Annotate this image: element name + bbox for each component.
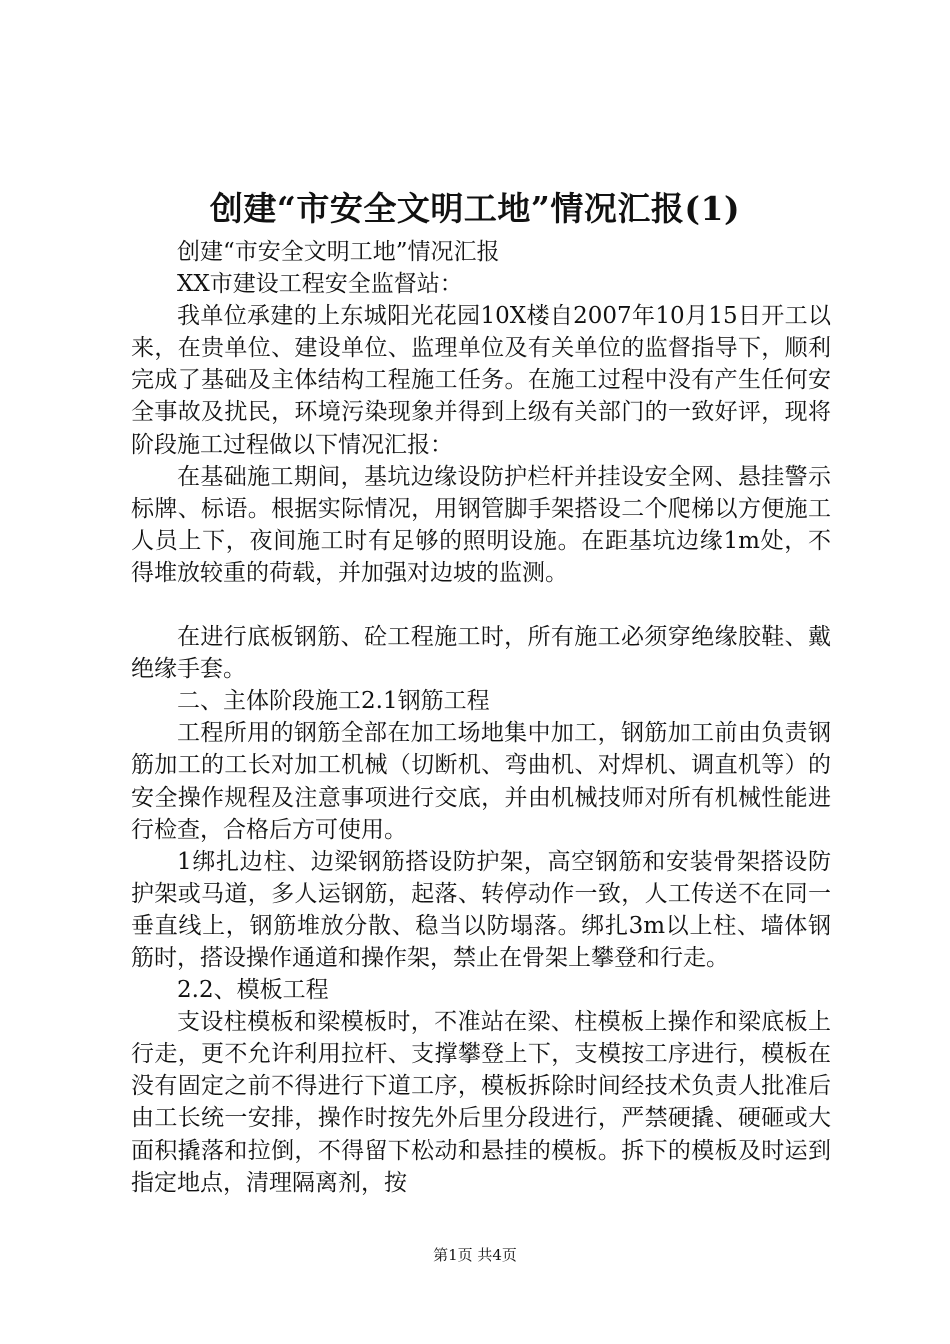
page-footer: 第1页 共4页	[433, 1246, 517, 1264]
subtitle-line: 创建“市安全文明工地”情况汇报	[177, 239, 500, 265]
document-title: 创建“市安全文明工地”情况汇报(1)	[209, 189, 741, 228]
paragraph-foundation: 在基础施工期间，基坑边缘设防护栏杆并挂设安全网、悬挂警示标牌、标语。根据实际情况，用钢管脚手架搭设二个爬梯以方便施工人员上下，夜间施工时有足够的照明设施。在距基坑边缘1m处，不得堆放较重的荷载，并加强对边坡的监测。	[131, 463, 831, 586]
paragraph-formwork: 支设柱模板和梁模板时，不准站在梁、柱模板上操作和梁底板上行走，更不允许利用拉杆、支撑攀登上下，支模按工序进行，模板在没有固定之前不得进行下道工序，模板拆除时间经技术负责人批准后由工长统一安排，操作时按先外后里分段进行，严禁硬撬、硬砸或大面积撬落和拉倒，不得留下松动和悬挂的模板。拆下的模板及时运到指定地点，清理隔离剂，按	[131, 1009, 831, 1196]
paragraph-baseplate: 在进行底板钢筋、砼工程施工时，所有施工必须穿绝缘胶鞋、戴绝缘手套。	[131, 624, 831, 683]
paragraph-gap	[131, 589, 831, 621]
addressee-line: XX市建设工程安全监督站：	[177, 271, 463, 298]
paragraph-intro: 我单位承建的上东城阳光花园10X楼自2007年10月15日开工以来，在贵单位、建设单位、监理单位及有关单位的监督指导下，顺利完成了基础及主体结构工程施工任务。在施工过程中没有产生任何安全事故及扰民，环境污染现象并得到上级有关部门的一致好评，现将阶段施工过程做以下情况汇报：	[131, 303, 831, 458]
document-body	[131, 236, 831, 1199]
section-heading-main-structure: 二、主体阶段施工2.1钢筋工程	[177, 688, 490, 715]
paragraph-rebar-processing: 工程所用的钢筋全部在加工场地集中加工，钢筋加工前由负责钢筋加工的工长对加工机械（切断机、弯曲机、对焊机、调直机等）的安全操作规程及注意事项进行交底，并由机械技师对所有机械性能进行检查，合格后方可使用。	[131, 720, 831, 843]
paragraph-rebar-binding: 1绑扎边柱、边梁钢筋搭设防护架，高空钢筋和安装骨架搭设防护架或马道，多人运钢筋，起落、转停动作一致，人工传送不在同一垂直线上，钢筋堆放分散、稳当以防塌落。绑扎3m以上柱、墙体钢筋时，搭设操作通道和操作架，禁止在骨架上攀登和行走。	[131, 848, 831, 971]
section-heading-formwork: 2.2、模板工程	[177, 977, 329, 1004]
